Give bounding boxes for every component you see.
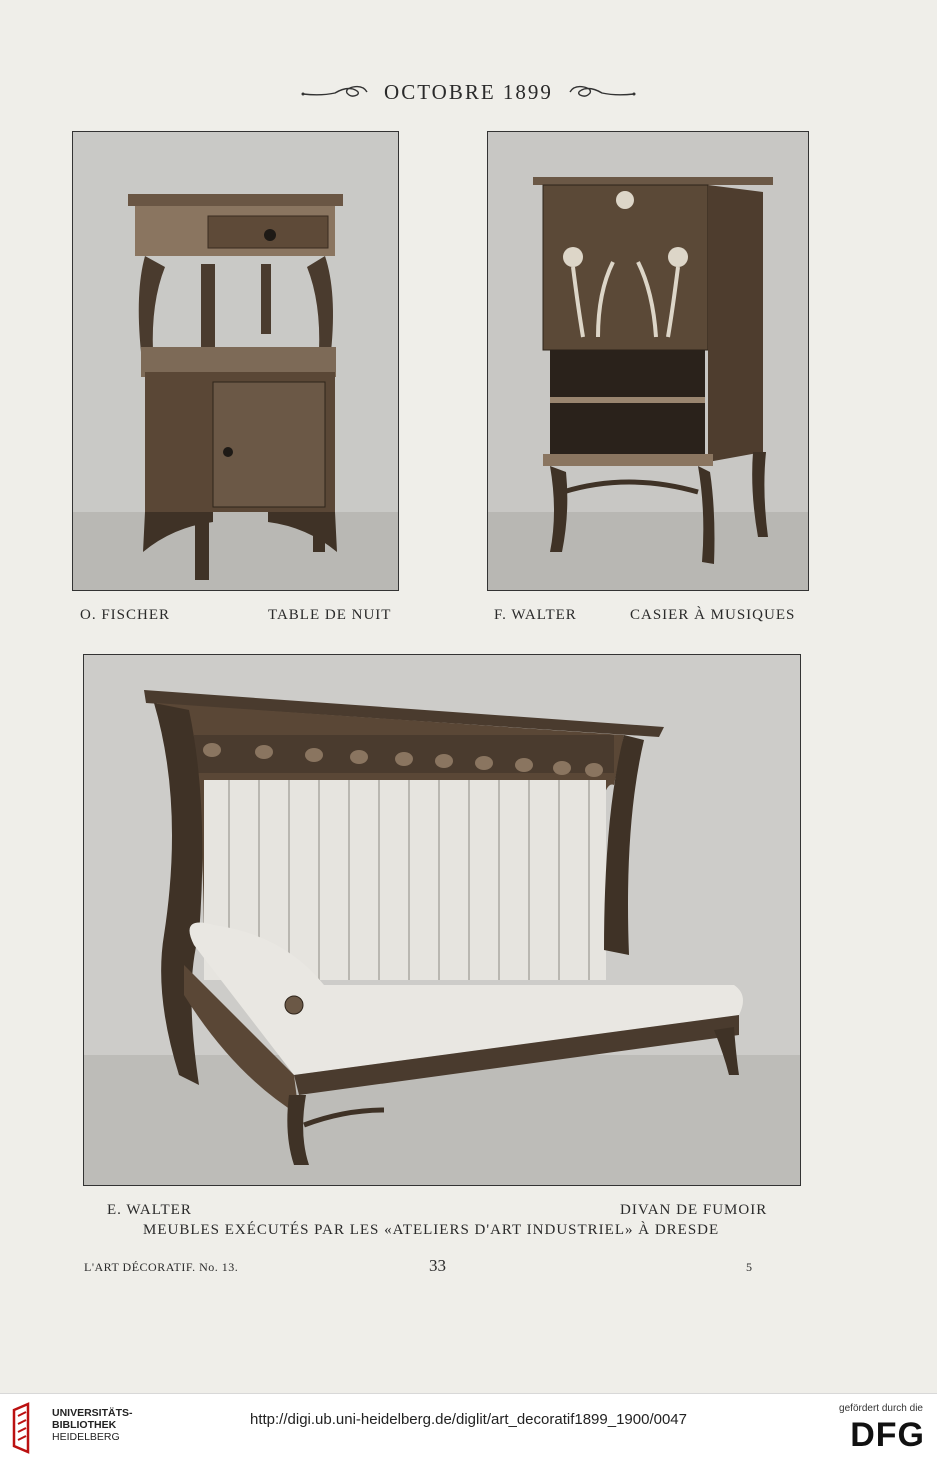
university-library-logo-icon	[10, 1402, 46, 1454]
funder-label: gefördert durch die	[839, 1403, 923, 1414]
digitization-footer-bar	[0, 1393, 937, 1462]
night-table-illustration	[73, 132, 398, 590]
caption-e-walter-author: E. WALTER	[107, 1202, 192, 1218]
caption-table-de-nuit: TABLE DE NUIT	[268, 607, 392, 623]
signature-mark: 5	[746, 1260, 753, 1274]
caption-walter-author: F. WALTER	[494, 607, 577, 623]
caption-fischer-author: O. FISCHER	[80, 607, 171, 623]
institution-line-3: HEIDELBERG	[52, 1431, 120, 1443]
caption-ateliers-dresde: MEUBLES EXÉCUTÉS PAR LES «ATELIERS D'ART INDUSTRIEL» À DRESDE	[143, 1222, 720, 1238]
left-flourish-ornament	[301, 83, 369, 101]
institution-line-2: BIBLIOTHEK	[52, 1419, 117, 1431]
institution-line-1: UNIVERSITÄTS-	[52, 1407, 133, 1419]
plate-night-table	[72, 131, 399, 591]
plate-smoking-divan	[83, 654, 801, 1186]
page-number: 33	[429, 1256, 446, 1275]
music-cabinet-illustration	[488, 132, 808, 590]
caption-casier-a-musiques: CASIER À MUSIQUES	[630, 607, 796, 623]
source-url-link[interactable]: http://digi.ub.uni-heidelberg.de/diglit/art_decoratif1899_1900/0047	[250, 1411, 687, 1428]
right-flourish-ornament	[568, 83, 636, 101]
caption-divan-de-fumoir: DIVAN DE FUMOIR	[620, 1202, 768, 1218]
page-title: OCTOBRE 1899	[384, 79, 553, 104]
divan-illustration	[84, 655, 800, 1185]
plate-music-cabinet	[487, 131, 809, 591]
footer-journal-title: L'ART DÉCORATIF. No. 13.	[84, 1260, 239, 1274]
page-header	[0, 78, 937, 105]
dfg-logo: DFG	[850, 1416, 925, 1454]
